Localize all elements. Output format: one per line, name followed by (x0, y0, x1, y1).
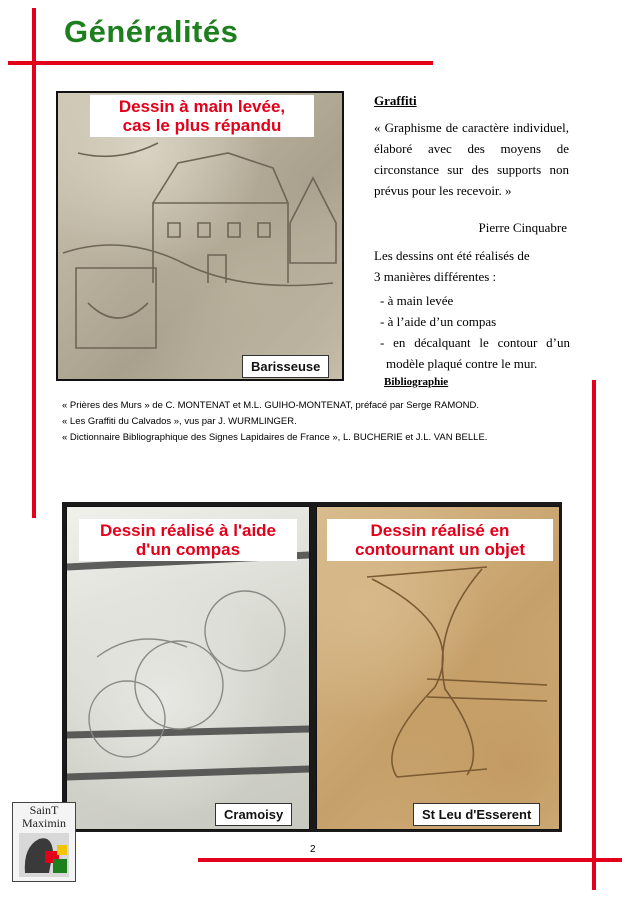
page-number: 2 (310, 844, 316, 855)
banner-line-2: d'un compas (135, 540, 241, 559)
red-line-bottom-horizontal (198, 858, 622, 862)
bibliography-entry: « Dictionnaire Bibliographique des Signes Lapidaires de France », L. BUCHERIE et J.L. VAN BELLE. (62, 432, 488, 443)
red-line-right-vertical (592, 380, 596, 890)
section-heading-graffiti: Graffiti (374, 93, 417, 108)
red-line-left-vertical (32, 8, 36, 518)
photo-banner-main (90, 95, 314, 137)
photo-banner-object (327, 519, 553, 561)
photo-barisseuse (56, 91, 344, 381)
photo-cramoisy (66, 506, 310, 830)
page-title: Généralités (64, 14, 239, 49)
bibliography-list (62, 398, 487, 446)
bibliography-entry: « Les Graffiti du Calvados », vus par J. WURMLINGER. (62, 416, 297, 427)
intro-line-2: 3 manières différentes : (374, 269, 497, 284)
red-line-top-horizontal (8, 61, 433, 65)
photo-place-label: Cramoisy (215, 803, 292, 826)
logo-text-line-2: Maximin (22, 816, 66, 830)
intro-line-1: Les dessins ont été réalisés de (374, 248, 530, 263)
photo-place-label: St Leu d'Esserent (413, 803, 540, 826)
methods-list (380, 290, 570, 374)
method-item: - à l’aide d’un compas (380, 314, 497, 329)
saint-maximin-logo (12, 802, 76, 882)
quote-author: Pierre Cinquabre (478, 220, 567, 235)
banner-line-2: contournant un objet (355, 540, 525, 559)
banner-line-1: Dessin réalisé à l'aide (99, 521, 277, 540)
logo-text-line-1: SainT (29, 803, 59, 817)
methods-intro (374, 245, 569, 287)
banner-line-1: Dessin à main levée, (118, 97, 286, 116)
banner-line-2: cas le plus répandu (122, 116, 282, 135)
bibliography-heading: Bibliographie (384, 376, 449, 388)
logo-emblem-icon (19, 833, 69, 877)
bibliography-entry: « Prières des Murs » de C. MONTENAT et M.L. GUIHO-MONTENAT, préfacé par Serge RAMOND. (62, 400, 480, 411)
photo-st-leu (316, 506, 560, 830)
banner-line-1: Dessin réalisé en (370, 521, 510, 540)
photo-place-label: Barisseuse (242, 355, 329, 378)
photo-banner-compass (79, 519, 297, 561)
graffiti-definition-quote: « Graphisme de caractère individuel, élaboré avec des moyens de circonstance sur des supports non prévus pour les recevoir. » (374, 120, 569, 198)
method-item: - en décalquant le contour d’un modèle plaqué contre le mur. (380, 335, 570, 371)
method-item: - à main levée (380, 293, 454, 308)
